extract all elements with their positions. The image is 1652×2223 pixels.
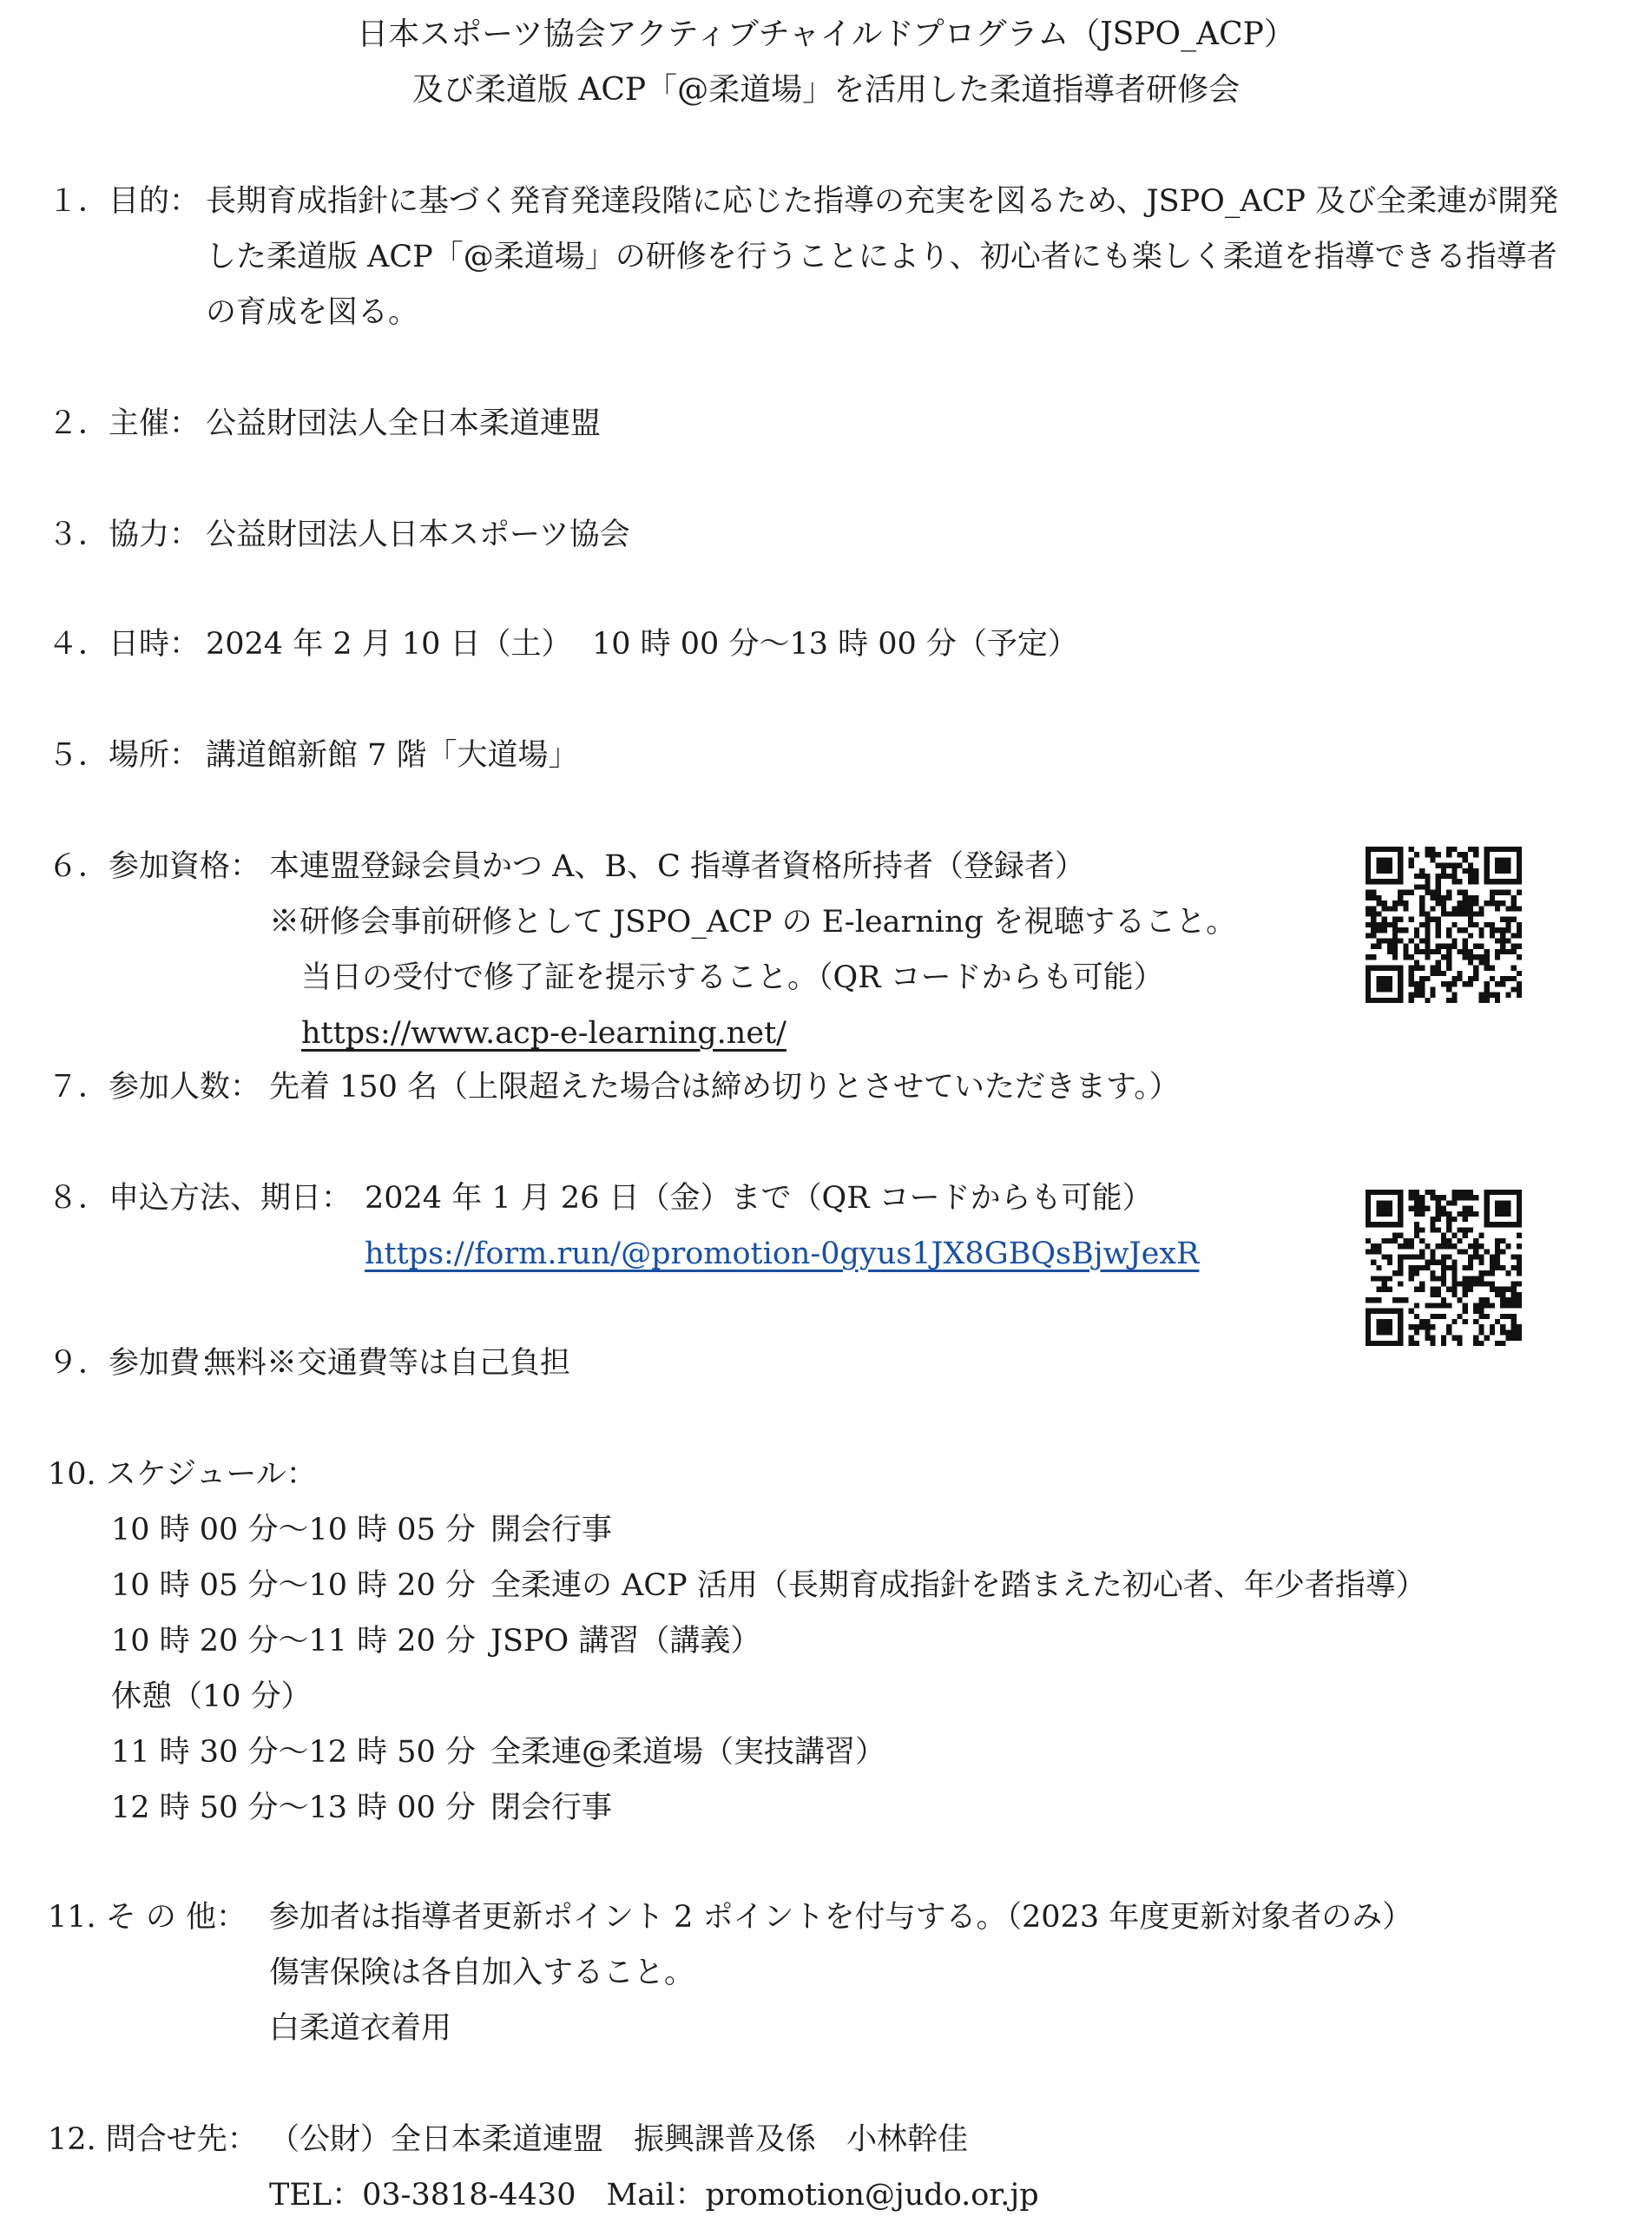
application-label: ８．申込方法、期日： [48,1181,352,1216]
schedule-label: 10. スケジュール： [48,1457,317,1492]
contact-label: 12. 問合せ先： [48,2122,258,2157]
elearning-link[interactable]: https://www.acp-e-learning.net/ [301,1016,787,1051]
other-label: 11. そ の 他： [48,1900,247,1935]
schedule-time: 10 時 00 分～10 時 05 分 [111,1513,476,1547]
purpose-line-2: した柔道版 ACP「@柔道場」の研修を行うことにより、初心者にも楽しく柔道を指導できる指導者 [206,240,1557,274]
schedule-event: 開会行事 [490,1513,613,1547]
title-line-2: 及び柔道版 ACP「@柔道場」を活用した柔道指導者研修会 [411,72,1241,108]
schedule-time: 11 時 30 分～12 時 50 分 [111,1735,476,1770]
other-line-2: 傷害保険は各自加入すること。 [269,1956,695,1990]
fee-label: ９．参加費： [48,1346,231,1381]
schedule-break: 休憩（10 分） [111,1679,312,1714]
eligibility-label: ６．参加資格： [48,849,261,884]
eligibility-note-2: 当日の受付で修了証を提示すること。（QR コードからも可能） [301,960,1164,995]
other-line-1: 参加者は指導者更新ポイント 2 ポイントを付与する。（2023 年度更新対象者のみ） [269,1900,1413,1935]
application-form-link[interactable]: https://form.run/@promotion-0gyus1JX8GBQsBjwJexR [365,1237,1200,1271]
host-text: 公益財団法人全日本柔道連盟 [206,406,602,441]
qr-code-icon [1366,1190,1522,1346]
schedule-event: 閉会行事 [490,1791,613,1825]
capacity-label: ７．参加人数： [48,1070,261,1105]
datetime-label: ４．日時： [48,627,201,662]
fee-text: 無料※交通費等は自己負担 [206,1346,571,1381]
schedule-event: 全柔連の ACP 活用（長期育成指針を踏まえた初心者、年少者指導） [490,1568,1426,1603]
contact-tel-mail: TEL：03-3818-4430 Mail：promotion@judo.or.jp [269,2178,1039,2213]
application-url-row [365,1235,1199,1273]
venue-text: 講道館新館 7 階「大道場」 [206,738,579,773]
eligibility-note-1: ※研修会事前研修として JSPO_ACP の E-learning を視聴すること。 [269,905,1237,940]
schedule-time: 10 時 20 分～11 時 20 分 [111,1624,476,1659]
schedule-event: JSPO 講習（講義） [490,1624,761,1659]
qr-code-icon [1366,847,1522,1003]
eligibility-text: 本連盟登録会員かつ A、B、C 指導者資格所持者（登録者） [269,849,1086,884]
datetime-date: 2024 年 2 月 10 日（土） [206,627,572,662]
cooperation-label: ３．協力： [48,518,201,552]
capacity-text: 先着 150 名（上限超えた場合は締め切りとさせていただきます。） [269,1070,1180,1105]
contact-org: （公財）全日本柔道連盟 振興課普及係 小林幹佳 [269,2122,969,2157]
eligibility-url-row [301,1014,787,1052]
venue-label: ５．場所： [48,738,201,773]
purpose-line-1: 長期育成指針に基づく発育発達段階に応じた指導の充実を図るため、JSPO_ACP 及び全柔連が開発 [206,184,1559,219]
cooperation-text: 公益財団法人日本スポーツ協会 [206,518,630,552]
purpose-label: １．目的： [48,184,201,219]
schedule-time: 10 時 05 分～10 時 20 分 [111,1568,476,1603]
host-label: ２．主催： [48,406,201,441]
application-text: 2024 年 1 月 26 日（金）まで（QR コードからも可能） [365,1181,1153,1216]
title-line-1: 日本スポーツ協会アクティブチャイルドプログラム（JSPO_ACP） [357,16,1295,52]
purpose-line-3: の育成を図る。 [206,295,419,330]
schedule-event: 全柔連@柔道場（実技講習） [490,1735,886,1770]
datetime-time: 10 時 00 分～13 時 00 分（予定） [592,627,1078,662]
schedule-time: 12 時 50 分～13 時 00 分 [111,1791,476,1825]
other-line-3: 白柔道衣着用 [269,2011,452,2046]
